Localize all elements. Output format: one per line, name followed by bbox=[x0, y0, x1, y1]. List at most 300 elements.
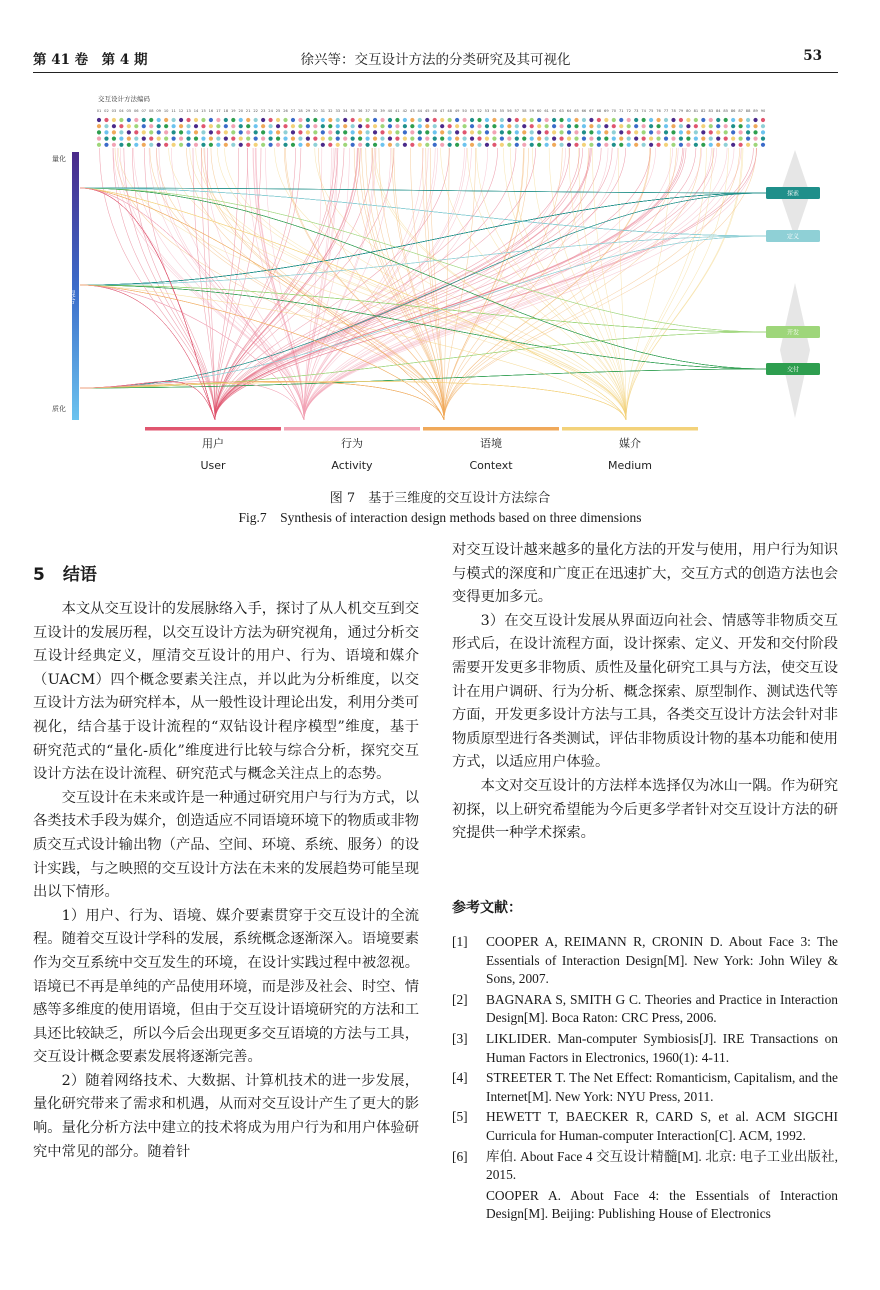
method-dot bbox=[403, 143, 407, 147]
method-dot bbox=[313, 130, 317, 134]
method-dot bbox=[209, 143, 213, 147]
method-dot bbox=[283, 124, 287, 128]
method-dot bbox=[507, 118, 511, 122]
flow-line bbox=[80, 285, 766, 369]
method-dot bbox=[380, 118, 384, 122]
method-code: 61 bbox=[544, 109, 549, 113]
method-dots bbox=[97, 118, 765, 147]
method-dot bbox=[545, 124, 549, 128]
method-dot bbox=[455, 137, 459, 141]
method-dot bbox=[656, 130, 660, 134]
flow-line bbox=[80, 285, 766, 369]
method-dot bbox=[761, 137, 765, 141]
method-dot bbox=[395, 118, 399, 122]
method-dot bbox=[97, 130, 101, 134]
paragraph: 本文对交互设计的方法样本选择仅为冰山一隅。作为研究初探，以上研究希望能为今后更多学者针对交互设计方法的研究提供一种学术探索。 bbox=[452, 777, 839, 842]
method-dot bbox=[739, 118, 743, 122]
method-dot bbox=[664, 130, 668, 134]
method-dot bbox=[455, 118, 459, 122]
method-dot bbox=[440, 118, 444, 122]
flow-line bbox=[80, 236, 766, 285]
method-code: 86 bbox=[730, 109, 736, 113]
method-dot bbox=[112, 118, 116, 122]
method-dot bbox=[261, 130, 265, 134]
method-dot bbox=[388, 130, 392, 134]
method-dot bbox=[201, 130, 205, 134]
method-dot bbox=[604, 137, 608, 141]
method-dot bbox=[186, 137, 190, 141]
method-dot bbox=[716, 143, 720, 147]
method-dot bbox=[231, 124, 235, 128]
method-dot bbox=[619, 137, 623, 141]
method-code: 01 bbox=[96, 109, 102, 113]
method-dot bbox=[746, 118, 750, 122]
method-code: 07 bbox=[141, 109, 147, 113]
method-code: 17 bbox=[216, 109, 221, 113]
method-dot bbox=[716, 137, 720, 141]
method-dot bbox=[731, 118, 735, 122]
method-code: 37 bbox=[365, 109, 370, 113]
method-dot bbox=[559, 137, 563, 141]
method-dot bbox=[268, 124, 272, 128]
flow-line bbox=[304, 148, 464, 420]
method-dot bbox=[649, 130, 653, 134]
method-dot bbox=[313, 137, 317, 141]
method-dot bbox=[239, 137, 243, 141]
method-dot bbox=[388, 118, 392, 122]
method-dot bbox=[619, 130, 623, 134]
method-dot bbox=[216, 130, 220, 134]
method-code: 82 bbox=[701, 109, 706, 113]
method-code: 32 bbox=[327, 109, 333, 113]
figure-caption-zh: 图 7 基于三维度的交互设计方法综合 bbox=[329, 491, 551, 506]
method-dot bbox=[97, 124, 101, 128]
method-dot bbox=[694, 124, 698, 128]
method-dot bbox=[306, 118, 310, 122]
method-dot bbox=[709, 130, 713, 134]
method-dot bbox=[321, 118, 325, 122]
method-dot bbox=[485, 137, 489, 141]
method-dot bbox=[164, 130, 168, 134]
method-dot bbox=[739, 124, 743, 128]
method-code: 66 bbox=[581, 109, 587, 113]
method-code: 24 bbox=[268, 109, 273, 113]
paragraph: 对交互设计越来越多的量化方法的开发与使用，用户行为知识与模式的深度和广度正在迅速扩大，交互方式的创造方法也会变得更加多元。 bbox=[452, 542, 839, 606]
method-dot bbox=[559, 130, 563, 134]
method-dot bbox=[739, 130, 743, 134]
method-dot bbox=[336, 124, 340, 128]
group-label-zh: 语境 bbox=[480, 437, 502, 450]
method-dot bbox=[418, 137, 422, 141]
flow-line bbox=[80, 285, 304, 420]
method-dot bbox=[268, 118, 272, 122]
flow-line bbox=[80, 188, 304, 420]
flow-line bbox=[80, 236, 766, 285]
method-code: 67 bbox=[589, 109, 594, 113]
method-dot bbox=[127, 130, 131, 134]
method-code: 44 bbox=[417, 109, 423, 113]
method-dot bbox=[462, 137, 466, 141]
method-code: 33 bbox=[335, 109, 341, 113]
method-code: 53 bbox=[484, 109, 490, 113]
method-code: 23 bbox=[260, 109, 266, 113]
method-code: 06 bbox=[134, 109, 139, 113]
reference-item: [5] HEWETT T, BAECKER R, CARD S, et al. ACM SIGCHI Curricula for Human-computer Interaction[C]. ACM, 1992. bbox=[452, 1109, 838, 1143]
method-dot bbox=[395, 124, 399, 128]
method-dot bbox=[753, 137, 757, 141]
method-dot bbox=[574, 130, 578, 134]
method-dot bbox=[157, 130, 161, 134]
flow-line bbox=[80, 285, 304, 420]
flow-line bbox=[80, 285, 626, 420]
method-dot bbox=[179, 118, 183, 122]
method-dot bbox=[239, 118, 243, 122]
method-dot bbox=[709, 124, 713, 128]
axis-label-mixed: 混合 bbox=[68, 290, 76, 304]
method-dot bbox=[425, 143, 429, 147]
method-dot bbox=[604, 124, 608, 128]
method-dot bbox=[119, 143, 123, 147]
method-dot bbox=[239, 143, 243, 147]
method-dot bbox=[172, 143, 176, 147]
method-dot bbox=[582, 143, 586, 147]
method-dot bbox=[336, 130, 340, 134]
method-dot bbox=[179, 124, 183, 128]
method-code: 60 bbox=[536, 109, 542, 113]
method-dot bbox=[351, 137, 355, 141]
flow-line bbox=[80, 285, 304, 420]
method-code: 63 bbox=[559, 109, 564, 113]
method-dot bbox=[313, 143, 317, 147]
flow-line bbox=[80, 285, 766, 369]
method-dot bbox=[686, 118, 690, 122]
flow-line bbox=[80, 236, 766, 285]
method-code: 12 bbox=[178, 109, 184, 113]
method-dot bbox=[597, 124, 601, 128]
method-dot bbox=[201, 124, 205, 128]
method-dot bbox=[701, 143, 705, 147]
flow-line bbox=[626, 148, 706, 420]
method-dot bbox=[724, 143, 728, 147]
method-dot bbox=[448, 124, 452, 128]
method-dot bbox=[597, 143, 601, 147]
method-dot bbox=[254, 137, 258, 141]
flow-line bbox=[80, 285, 626, 420]
method-dot bbox=[619, 143, 623, 147]
section-number: 5 bbox=[33, 565, 45, 585]
method-dot bbox=[634, 118, 638, 122]
flow-line bbox=[80, 188, 304, 420]
method-dot bbox=[597, 137, 601, 141]
method-dot bbox=[507, 143, 511, 147]
flow-line bbox=[80, 188, 304, 420]
paragraph: 1）用户、行为、语境、媒介要素贯穿于交互设计的全流程。随着交互设计学科的发展，系统概念逐渐深入。语境要素作为交互系统中交互发生的环境，在设计实践过程中被忽视。语境已不再是单纯的产品使用环境，而是涉及社会、时空、情感等多维度的使用语境，但由于交互设计语境研究的方法和工具还比较缺乏，所以今后会出现更多交互语境的方法与工具，交互设计概念要素发展将逐渐完善。 bbox=[33, 907, 420, 1066]
method-dot bbox=[425, 130, 429, 134]
method-dot bbox=[627, 130, 631, 134]
method-dot bbox=[410, 130, 414, 134]
stage-label: 定义 bbox=[786, 233, 800, 241]
method-dot bbox=[127, 137, 131, 141]
method-code: 38 bbox=[372, 109, 378, 113]
method-code: 03 bbox=[111, 109, 117, 113]
figure-7-sankey bbox=[40, 88, 840, 483]
method-dot bbox=[365, 118, 369, 122]
method-dot bbox=[619, 124, 623, 128]
method-dot bbox=[321, 137, 325, 141]
method-code: 11 bbox=[171, 109, 176, 113]
method-code: 21 bbox=[245, 109, 251, 113]
method-dot bbox=[694, 130, 698, 134]
method-code: 22 bbox=[253, 109, 258, 113]
diamond-develop-deliver bbox=[780, 283, 810, 418]
method-dot bbox=[433, 130, 437, 134]
method-dot bbox=[753, 143, 757, 147]
method-dot bbox=[418, 118, 422, 122]
method-dot bbox=[283, 118, 287, 122]
flow-line bbox=[80, 188, 626, 420]
method-dot bbox=[485, 118, 489, 122]
method-code: 13 bbox=[186, 109, 191, 113]
axis-label-qual: 质化 bbox=[52, 405, 66, 413]
method-dot bbox=[395, 137, 399, 141]
method-dot bbox=[119, 124, 123, 128]
flow-line bbox=[80, 188, 304, 420]
method-dot bbox=[612, 124, 616, 128]
method-code: 75 bbox=[648, 109, 654, 113]
method-dot bbox=[194, 130, 198, 134]
method-dot bbox=[358, 137, 362, 141]
method-dot bbox=[403, 130, 407, 134]
method-dot bbox=[694, 118, 698, 122]
method-dot bbox=[530, 137, 534, 141]
method-dot bbox=[604, 130, 608, 134]
group-bar bbox=[562, 427, 698, 431]
method-dot bbox=[112, 124, 116, 128]
method-dot bbox=[127, 143, 131, 147]
method-dot bbox=[671, 137, 675, 141]
method-dot bbox=[746, 130, 750, 134]
method-dot bbox=[246, 130, 250, 134]
method-dot bbox=[574, 143, 578, 147]
method-dot bbox=[455, 130, 459, 134]
method-dot bbox=[343, 130, 347, 134]
method-dot bbox=[388, 137, 392, 141]
method-dot bbox=[104, 143, 108, 147]
method-dot bbox=[231, 143, 235, 147]
method-dot bbox=[656, 124, 660, 128]
group-label-en: User bbox=[200, 459, 226, 472]
method-dot bbox=[388, 124, 392, 128]
method-dot bbox=[216, 124, 220, 128]
method-dot bbox=[753, 130, 757, 134]
page-number: 53 bbox=[803, 48, 822, 64]
method-dot bbox=[134, 137, 138, 141]
method-dot bbox=[261, 143, 265, 147]
method-dot bbox=[224, 124, 228, 128]
running-title: 徐兴等：交互设计方法的分类研究及其可视化 bbox=[300, 52, 571, 68]
method-dot bbox=[380, 124, 384, 128]
method-dot bbox=[455, 143, 459, 147]
method-dot bbox=[649, 137, 653, 141]
method-code: 89 bbox=[753, 109, 758, 113]
method-dot bbox=[291, 143, 295, 147]
method-dot bbox=[231, 137, 235, 141]
reference-item: [2] BAGNARA S, SMITH G C. Theories and Practice in Interaction Design[M]. Boca Raton: CRC Press, 2006. bbox=[452, 991, 838, 1026]
method-dot bbox=[142, 137, 146, 141]
method-dot bbox=[298, 137, 302, 141]
right-column bbox=[452, 539, 838, 846]
method-dot bbox=[671, 118, 675, 122]
method-dot bbox=[574, 124, 578, 128]
method-dot bbox=[104, 118, 108, 122]
method-dot bbox=[470, 137, 474, 141]
method-code: 87 bbox=[738, 109, 743, 113]
method-dot bbox=[343, 143, 347, 147]
method-dot bbox=[656, 118, 660, 122]
method-dot bbox=[142, 130, 146, 134]
method-code: 55 bbox=[499, 109, 505, 113]
method-dot bbox=[701, 137, 705, 141]
flow-line bbox=[215, 148, 590, 420]
flow-line bbox=[80, 236, 766, 285]
group-label-zh: 行为 bbox=[341, 437, 363, 450]
flow-line bbox=[80, 193, 766, 388]
method-dot bbox=[679, 143, 683, 147]
method-dot bbox=[224, 130, 228, 134]
method-dot bbox=[127, 118, 131, 122]
method-dot bbox=[530, 124, 534, 128]
method-code: 59 bbox=[529, 109, 535, 113]
method-dot bbox=[276, 137, 280, 141]
reference-list bbox=[452, 933, 838, 1226]
flow-line bbox=[215, 148, 248, 420]
section-title: 结语 bbox=[62, 565, 97, 585]
method-dot bbox=[694, 143, 698, 147]
method-dot bbox=[164, 118, 168, 122]
method-dot bbox=[373, 143, 377, 147]
method-dot bbox=[313, 118, 317, 122]
method-dot bbox=[239, 124, 243, 128]
method-dot bbox=[567, 143, 571, 147]
method-dot bbox=[530, 130, 534, 134]
method-dot bbox=[291, 118, 295, 122]
method-dot bbox=[612, 118, 616, 122]
method-dot bbox=[627, 143, 631, 147]
method-dot bbox=[716, 118, 720, 122]
method-dot bbox=[186, 118, 190, 122]
stage-label: 交付 bbox=[786, 366, 800, 374]
group-bar bbox=[284, 427, 420, 431]
method-code: 08 bbox=[148, 109, 154, 113]
method-dot bbox=[746, 124, 750, 128]
method-dot bbox=[276, 124, 280, 128]
method-dot bbox=[567, 130, 571, 134]
method-dot bbox=[642, 143, 646, 147]
method-dot bbox=[552, 118, 556, 122]
method-code: 77 bbox=[663, 109, 669, 113]
method-dot bbox=[395, 130, 399, 134]
method-code: 04 bbox=[119, 109, 124, 113]
method-dot bbox=[216, 143, 220, 147]
method-dot bbox=[724, 124, 728, 128]
method-dot bbox=[380, 143, 384, 147]
method-dot bbox=[194, 124, 198, 128]
method-dot bbox=[507, 124, 511, 128]
method-dot bbox=[589, 124, 593, 128]
method-code: 27 bbox=[290, 109, 296, 113]
method-dot bbox=[328, 130, 332, 134]
method-dot bbox=[664, 124, 668, 128]
method-dot bbox=[492, 118, 496, 122]
running-header bbox=[33, 48, 838, 73]
method-dot bbox=[552, 137, 556, 141]
method-dot bbox=[627, 137, 631, 141]
method-dot bbox=[709, 143, 713, 147]
method-dot bbox=[246, 118, 250, 122]
method-dot bbox=[664, 137, 668, 141]
method-dot bbox=[470, 143, 474, 147]
method-dot bbox=[746, 137, 750, 141]
method-dot bbox=[552, 130, 556, 134]
method-dot bbox=[574, 137, 578, 141]
method-dot bbox=[373, 137, 377, 141]
method-dot bbox=[112, 130, 116, 134]
method-dot bbox=[656, 137, 660, 141]
method-dot bbox=[142, 124, 146, 128]
method-code: 69 bbox=[604, 109, 609, 113]
flow-line bbox=[373, 148, 626, 420]
method-dot bbox=[462, 143, 466, 147]
quant-qual-axis-bar bbox=[72, 152, 79, 420]
method-dot bbox=[440, 124, 444, 128]
method-dot bbox=[448, 143, 452, 147]
method-dot bbox=[612, 130, 616, 134]
flow-line bbox=[80, 193, 766, 388]
flow-line bbox=[80, 285, 766, 369]
method-dot bbox=[589, 143, 593, 147]
method-dot bbox=[559, 124, 563, 128]
paragraph: 2）随着网络技术、大数据、计算机技术的进一步发展，量化研究带来了需求和机遇，从而对交互设计产生了更大的影响。量化分析方法中建立的技术将成为用户行为和用户体验研究中常见的部分。随着针 bbox=[33, 1072, 420, 1160]
method-code: 45 bbox=[424, 109, 430, 113]
flow-line bbox=[626, 148, 728, 420]
method-dot bbox=[306, 130, 310, 134]
method-code: 71 bbox=[618, 109, 624, 113]
method-dot bbox=[373, 124, 377, 128]
method-dot bbox=[194, 143, 198, 147]
method-dot bbox=[306, 124, 310, 128]
method-code: 83 bbox=[708, 109, 714, 113]
method-code: 40 bbox=[387, 109, 393, 113]
method-dot bbox=[686, 137, 690, 141]
flow-line bbox=[467, 148, 626, 420]
method-dot bbox=[231, 118, 235, 122]
method-dot bbox=[701, 130, 705, 134]
method-dot bbox=[470, 124, 474, 128]
method-dot bbox=[425, 124, 429, 128]
axis-label-quant: 量化 bbox=[52, 155, 66, 163]
references-heading: 参考文献： bbox=[452, 900, 522, 916]
method-dot bbox=[462, 118, 466, 122]
flow-line bbox=[80, 285, 766, 369]
flow-line bbox=[304, 148, 757, 420]
method-dot bbox=[515, 143, 519, 147]
method-code: 90 bbox=[760, 109, 766, 113]
method-dot bbox=[589, 118, 593, 122]
flow-line bbox=[80, 285, 766, 369]
flow-line bbox=[80, 236, 766, 285]
flow-line bbox=[444, 148, 701, 420]
method-dot bbox=[433, 137, 437, 141]
